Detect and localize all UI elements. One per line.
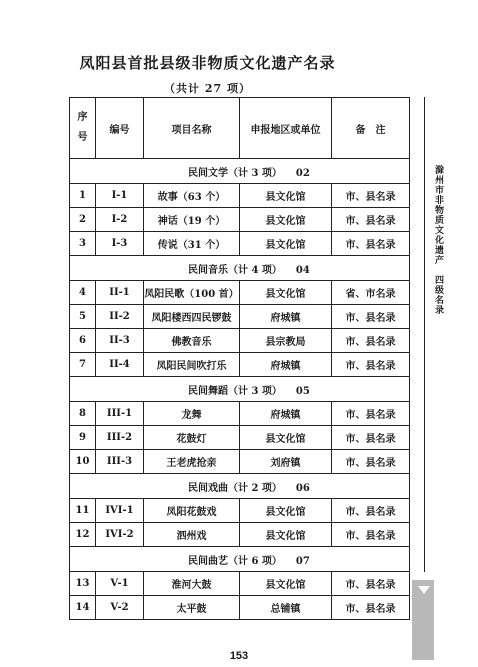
cell-unit: 府城镇: [240, 402, 332, 426]
cell-unit: 县文化馆: [240, 426, 332, 450]
section-code: 05: [295, 385, 310, 397]
cell-seq: 4: [70, 281, 96, 305]
section-title: 民间文学（计 3 项）: [188, 167, 282, 179]
cell-code: I-2: [96, 208, 144, 232]
table-row: [70, 329, 410, 353]
cell-seq: 7: [70, 353, 96, 377]
cell-code: I-1: [96, 184, 144, 208]
header-seq-char-2: 号: [77, 132, 88, 143]
cell-note: 市、县名录: [332, 596, 410, 620]
cell-seq: 11: [70, 499, 96, 523]
cell-name: 传说（31 个）: [144, 232, 240, 256]
table-body: [70, 159, 410, 620]
section-header: [70, 547, 410, 572]
cell-seq: 13: [70, 572, 96, 596]
cell-unit: 府城镇: [240, 305, 332, 329]
cell-name: 花鼓灯: [144, 426, 240, 450]
cell-code: III-3: [96, 450, 144, 474]
section-code: 02: [295, 167, 310, 179]
table-row: [70, 402, 410, 426]
cell-seq: 1: [70, 184, 96, 208]
cell-name: 淮河大鼓: [144, 572, 240, 596]
table-row: [70, 450, 410, 474]
cell-note: 市、县名录: [332, 208, 410, 232]
cell-name: 太平鼓: [144, 596, 240, 620]
cell-code: IVI-2: [96, 523, 144, 547]
section-row: [70, 256, 410, 281]
cell-code: II-1: [96, 281, 144, 305]
cell-seq: 2: [70, 208, 96, 232]
cell-unit: 刘府镇: [240, 450, 332, 474]
sidebar-rule: [424, 97, 425, 572]
header-seq: [70, 98, 96, 159]
cell-name: 凤阳民歌（100 首）: [144, 281, 240, 305]
section-row: [70, 377, 410, 402]
cell-name: 神话（19 个）: [144, 208, 240, 232]
cell-unit: 总铺镇: [240, 596, 332, 620]
cell-name: 故事（63 个）: [144, 184, 240, 208]
cell-unit: 府城镇: [240, 353, 332, 377]
section-header: [70, 377, 410, 402]
header-code: 编号: [96, 98, 144, 159]
cell-note: 市、县名录: [332, 329, 410, 353]
cell-name: 龙舞: [144, 402, 240, 426]
header-note: 备 注: [332, 98, 410, 159]
cell-note: 市、县名录: [332, 305, 410, 329]
header-unit: 申报地区或单位: [240, 98, 332, 159]
header-name: 项目名称: [144, 98, 240, 159]
cell-seq: 14: [70, 596, 96, 620]
cell-note: 市、县名录: [332, 499, 410, 523]
section-title: 民间曲艺（计 6 项）: [188, 555, 282, 567]
cell-code: V-2: [96, 596, 144, 620]
cell-seq: 6: [70, 329, 96, 353]
cell-note: 市、县名录: [332, 450, 410, 474]
cell-code: III-2: [96, 426, 144, 450]
cell-unit: 县宗教局: [240, 329, 332, 353]
page-subtitle: （共计 27 项）: [164, 82, 251, 95]
cell-name: 泗州戏: [144, 523, 240, 547]
cell-code: I-3: [96, 232, 144, 256]
cell-note: 市、县名录: [332, 184, 410, 208]
cell-unit: 县文化馆: [240, 523, 332, 547]
cell-name: 凤阳花鼓戏: [144, 499, 240, 523]
table-row: [70, 596, 410, 620]
table-row: [70, 572, 410, 596]
cell-unit: 县文化馆: [240, 281, 332, 305]
section-code: 07: [295, 555, 310, 567]
section-title: 民间音乐（计 4 项）: [188, 264, 282, 276]
table-row: [70, 208, 410, 232]
cell-name: 王老虎抢亲: [144, 450, 240, 474]
cell-code: III-1: [96, 402, 144, 426]
table-row: [70, 523, 410, 547]
cell-name: 凤阳民间吹打乐: [144, 353, 240, 377]
table-header: [70, 98, 410, 159]
section-title: 民间舞蹈（计 3 项）: [188, 385, 282, 397]
cell-unit: 县文化馆: [240, 208, 332, 232]
section-title: 民间戏曲（计 2 项）: [188, 482, 282, 494]
cell-note: 市、县名录: [332, 426, 410, 450]
cell-code: II-2: [96, 305, 144, 329]
cell-unit: 县文化馆: [240, 232, 332, 256]
table-row: [70, 499, 410, 523]
section-row: [70, 474, 410, 499]
sidebar-label: 滁州市非物质文化遗产 四级名录: [428, 165, 444, 315]
table-row: [70, 305, 410, 329]
cell-name: 凤阳楼西四民锣鼓: [144, 305, 240, 329]
cell-seq: 9: [70, 426, 96, 450]
cell-unit: 县文化馆: [240, 572, 332, 596]
table-row: [70, 353, 410, 377]
cell-note: 市、县名录: [332, 572, 410, 596]
cell-seq: 8: [70, 402, 96, 426]
cell-name: 佛教音乐: [144, 329, 240, 353]
table-row: [70, 426, 410, 450]
cell-unit: 县文化馆: [240, 499, 332, 523]
section-header: [70, 256, 410, 281]
heritage-table: [69, 97, 410, 620]
cell-code: II-4: [96, 353, 144, 377]
cell-seq: 12: [70, 523, 96, 547]
cell-note: 市、县名录: [332, 402, 410, 426]
cell-note: 市、县名录: [332, 232, 410, 256]
cell-note: 市、县名录: [332, 523, 410, 547]
cell-note: 省、市名录: [332, 281, 410, 305]
page-title: 凤阳县首批县级非物质文化遗产名录: [79, 54, 336, 72]
section-row: [70, 547, 410, 572]
header-row: [70, 98, 410, 159]
cell-unit: 县文化馆: [240, 184, 332, 208]
header-seq-char-1: 序: [77, 112, 88, 123]
cell-seq: 10: [70, 450, 96, 474]
cell-code: V-1: [96, 572, 144, 596]
section-row: [70, 159, 410, 184]
section-header: [70, 474, 410, 499]
section-code: 04: [295, 264, 310, 276]
down-arrow-icon: [418, 586, 430, 594]
cell-note: 市、县名录: [332, 353, 410, 377]
table-row: [70, 281, 410, 305]
cell-seq: 3: [70, 232, 96, 256]
section-code: 06: [295, 482, 310, 494]
table-row: [70, 232, 410, 256]
table-row: [70, 184, 410, 208]
section-header: [70, 159, 410, 184]
cell-code: IVI-1: [96, 499, 144, 523]
cell-code: II-3: [96, 329, 144, 353]
cell-seq: 5: [70, 305, 96, 329]
page-number: 153: [229, 650, 249, 662]
